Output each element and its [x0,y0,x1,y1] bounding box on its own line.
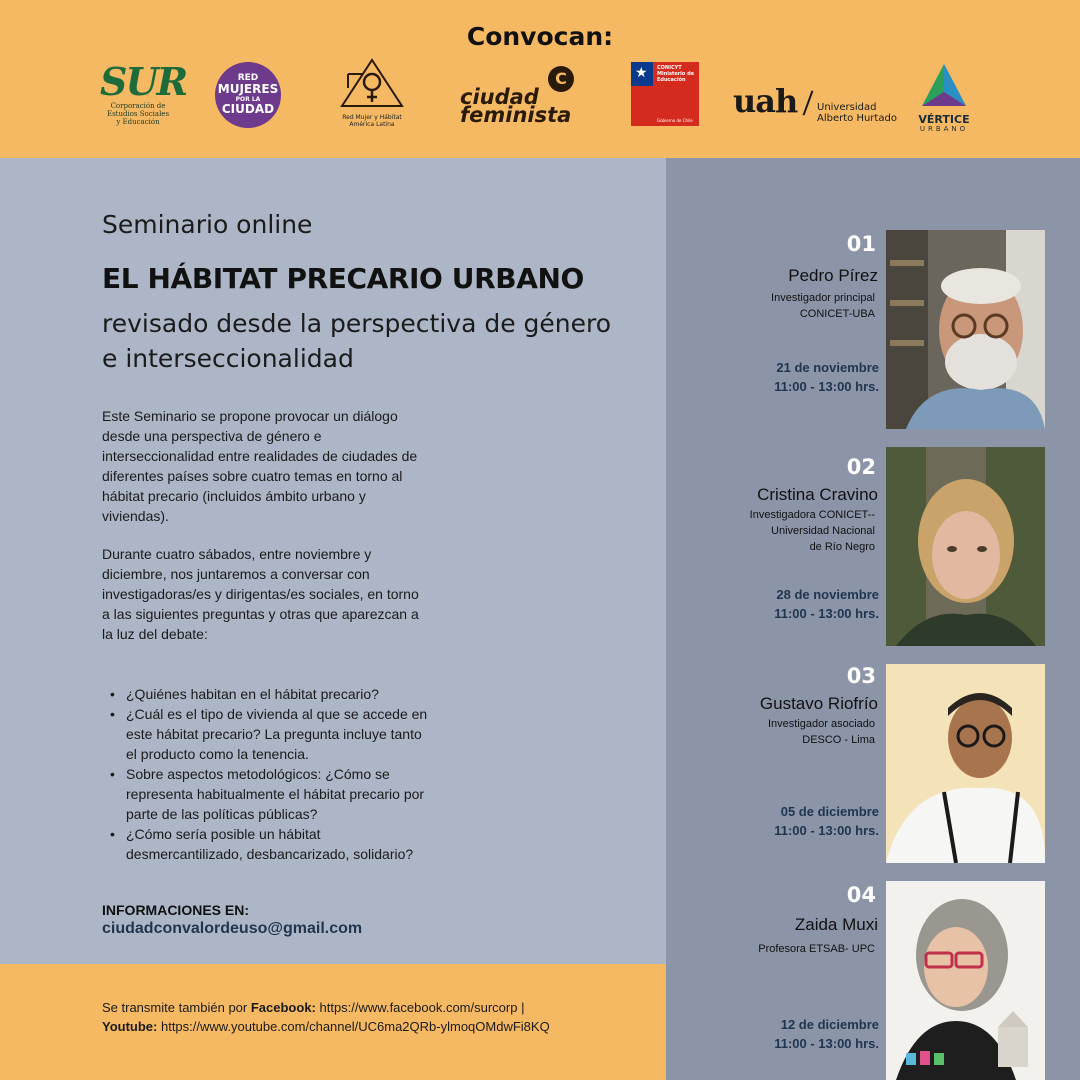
description-paragraph-1: Este Seminario se propone provocar un diálogo desde una perspectiva de género e interseccionalidad entre realidades de ciudades de diferentes países sobre cuatro temas en torno al hábitat precario (incluidos ámbito urbano y viviendas). [102,408,418,524]
vertice-name: VÉRTICE [918,113,970,126]
speaker-role-line: Investigador principal [771,292,875,304]
facebook-link[interactable]: https://www.facebook.com/surcorp | [315,1000,525,1015]
vertice-urbano-logo [912,62,976,132]
speaker-schedule [679,1015,879,1053]
speaker-name: Pedro Pírez [788,266,878,285]
speaker-photo [886,881,1045,1080]
sur-logo-mark: SUR [100,59,187,104]
streaming-prefix: Se transmite también por [102,1000,251,1015]
ciudad-feminista-mark: C [548,66,574,92]
sur-logo-sub-1: Corporación de [110,102,166,110]
speaker-portrait [886,447,1045,646]
info-email-link[interactable]: ciudadconvalordeuso@gmail.com [102,920,363,937]
speaker-role-line: CONICET-UBA [799,308,875,320]
convocan-heading: Convocan: [466,22,614,51]
gobierno-line-2: Ministerio de [657,71,695,77]
youtube-label: Youtube: [102,1019,158,1034]
speaker-date: 05 de diciembre [780,804,879,819]
speaker-time: 11:00 - 13:00 hrs. [774,379,879,394]
uah-slash [803,90,814,115]
speaker-photo [886,230,1045,429]
chile-flag-canton [631,62,653,86]
speaker-role-line: Investigador asociado [767,718,875,730]
seminar-subtitle: revisado desde la perspectiva de género e interseccionalidad [102,309,612,373]
red-mujeres-line-2: MUJERES [217,82,279,96]
sur-logo [100,59,187,128]
speaker-portrait [886,230,1045,429]
header-banner [0,0,1080,158]
speaker-role [675,290,875,322]
speaker-role [675,941,875,957]
uah-logo-name [817,102,897,124]
red-habitat-sub-2: América Latina [349,121,395,128]
speaker-role [675,507,875,555]
sur-logo-sub-3: y Educación [116,118,160,126]
facebook-label: Facebook: [250,1000,316,1015]
red-habitat-logo [336,58,408,130]
speaker-schedule [679,358,879,396]
question-item: • ¿Cuál es el tipo de vivienda al que se accede en este hábitat precario? La pregunta incluye tanto el producto como la tenencia. [110,704,430,764]
speaker-number: 02 [846,455,876,479]
speaker-date: 21 de noviembre [776,360,879,375]
sur-logo-sub-2: Estudios Sociales [106,110,170,118]
speaker-name: Gustavo Riofrío [759,694,878,713]
star-icon: ★ [635,65,648,81]
ciudad-feminista-line-1: ciudad [460,85,539,109]
question-item: • ¿Quiénes habitan en el hábitat precario? [110,684,430,704]
vertice-triangle-icon [920,62,968,108]
question-item: • ¿Cómo sería posible un hábitat desmercantilizado, desbancarizado, solidario? [110,824,430,864]
gobierno-chile-logo [631,62,699,126]
speaker-role-line: Investigadora CONICET-- [749,509,875,521]
speaker-number: 01 [846,232,876,256]
speaker-schedule [679,585,879,623]
gobierno-line-1: CONICYT [657,65,682,71]
questions-list [110,684,430,864]
speaker-role-line: Universidad Nacional [771,525,875,537]
uah-name-line-2: Alberto Hurtado [817,113,897,124]
speaker-number: 03 [846,664,876,688]
red-habitat-icon [336,58,408,108]
speaker-number: 04 [846,883,876,907]
streaming-text [102,998,642,1036]
seminar-title: EL HÁBITAT PRECARIO URBANO [102,262,584,295]
uah-logo-mark: uah [733,82,798,120]
speaker-photo [886,447,1045,646]
ciudad-feminista-text [460,85,572,127]
red-mujeres-line-3: POR LA [235,96,261,103]
speaker-name: Cristina Cravino [757,485,878,504]
ciudad-feminista-logo [456,66,580,128]
speaker-photo [886,664,1045,863]
gobierno-chile-text [657,65,694,83]
red-mujeres-line-1: RED [237,73,259,83]
seminar-info-panel [0,158,666,964]
speaker-time: 11:00 - 13:00 hrs. [774,823,879,838]
description-paragraph-2: Durante cuatro sábados, entre noviembre y diciembre, nos juntaremos a conversar con investigadoras/es y dirigentas/es sociales, en torno a las siguientes preguntas y otras que aparezcan a la luz del debate: [102,546,419,642]
speaker-time: 11:00 - 13:00 hrs. [774,1036,879,1051]
question-item: • Sobre aspectos metodológicos: ¿Cómo se representa habitualmente el hábitat precario por parte de las políticas públicas? [110,764,430,824]
speaker-date: 28 de noviembre [776,587,879,602]
speaker-name: Zaida Muxi [794,915,878,934]
gobierno-line-3: Educación [657,77,686,83]
speaker-date: 12 de diciembre [780,1017,879,1032]
uah-name-line-1: Universidad [817,102,877,113]
youtube-link[interactable]: https://www.youtube.com/channel/UC6ma2QRb-ylmoqOMdwFi8KQ [157,1019,550,1034]
uah-logo [733,82,897,128]
speaker-role [675,716,875,748]
seminar-eyebrow: Seminario online [102,210,313,239]
speaker-role-line: Profesora ETSAB- UPC [758,943,875,955]
red-habitat-sub-1: Red Mujer y Hábitat [342,114,402,121]
red-mujeres-logo [215,62,281,128]
speaker-schedule [679,802,879,840]
speaker-portrait [886,881,1045,1080]
speaker-time: 11:00 - 13:00 hrs. [774,606,879,621]
speaker-portrait [886,664,1045,863]
ciudad-feminista-line-2: feminista [460,103,572,127]
speaker-role-line: de Río Negro [809,541,875,553]
gobierno-foot: Gobierno de Chile [657,118,693,123]
red-mujeres-line-4: CIUDAD [221,102,275,116]
speakers-panel [666,158,1080,1080]
streaming-footer [0,964,666,1080]
vertice-sub: URBANO [919,125,969,133]
speaker-role-line: DESCO - Lima [802,734,875,746]
info-label: INFORMACIONES EN: [102,902,249,918]
